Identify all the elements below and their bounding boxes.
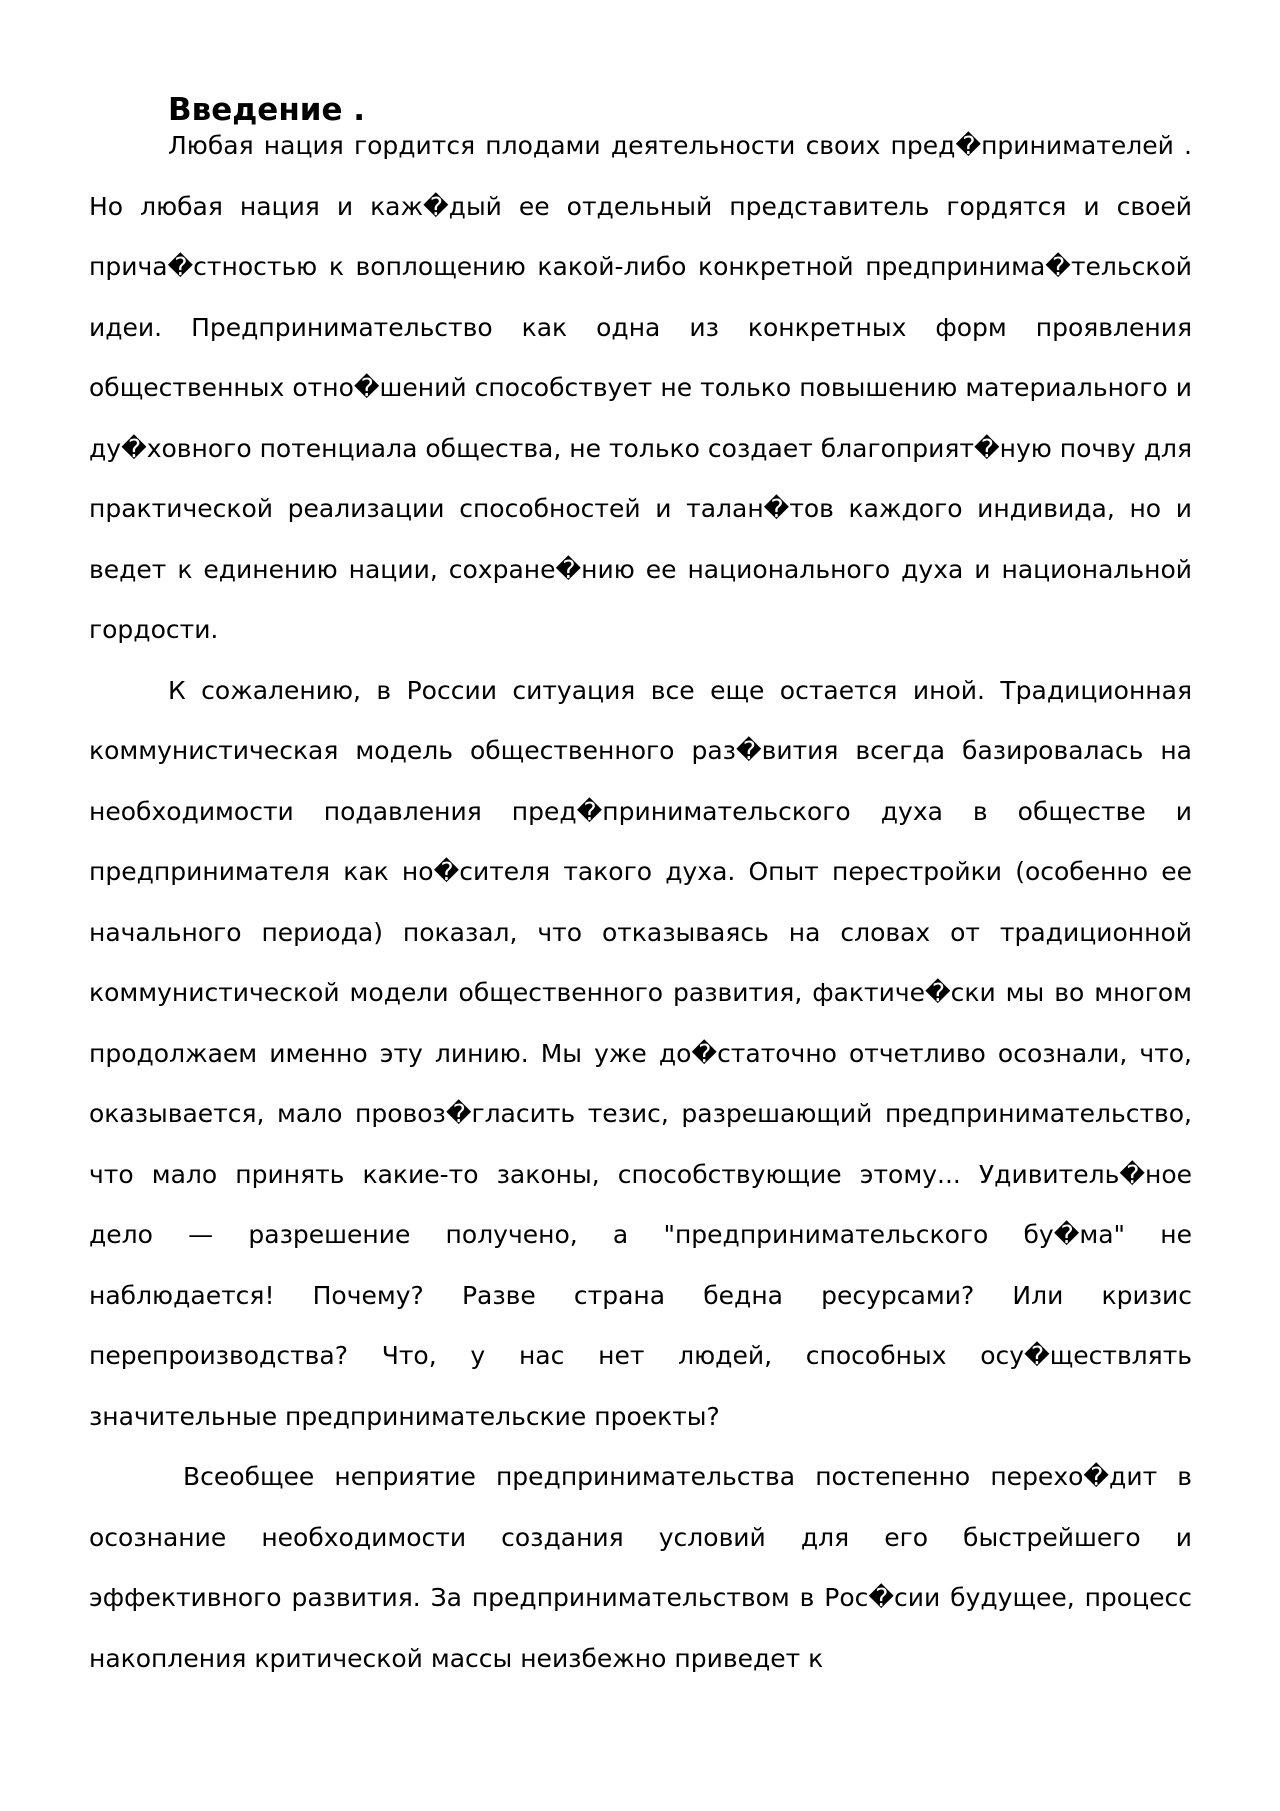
document-title: Введение . xyxy=(168,92,366,128)
paragraph-2: К сожалению, в России ситуация все еще остается иной. Традиционная коммунистическая модель общественного раз�вития всегда базировалась на необходимости подавления пред�принимательского духа в обществе и предпринимателя как но�сителя такого духа. Опыт перестройки (особенно ее начального периода) показал, что отказываясь на словах от традиционной коммунистической модели общественного развития, фактиче�ски мы во многом продолжаем именно эту линию. Мы уже до�статочно отчетливо осознали, что, оказывается, мало провоз�гласить тезис, разрешающий предпринимательство, что мало принять какие-то законы, способствующие этому... Удивитель�ное дело — разрешение получено, а "предпринимательского бу�ма" не наблюдается! Почему? Разве страна бедна ресурсами? Или кризис перепроизводства? Что, у нас нет людей, способных осу�ществлять значительные предпринимательские проекты? xyxy=(89,675,1192,1431)
paragraph-1: Любая нация гордится плодами деятельности своих пред�принимателей . Но любая нация и каж�дый ее отдельный представитель гордятся и своей прича�стностью к воплощению какой-либо конкретной предпринима�тельской идеи. Предпринимательство как одна из конкретных форм проявления общественных отно�шений способствует не только повышению материального и ду�ховного потенциала общества, не только создает благоприят�ную почву для практической реализации способностей и талан�тов каждого индивида, но и ведет к единению нации, сохране�нию ее национального духа и национальной гордости. xyxy=(89,131,1192,644)
document-page xyxy=(89,88,1192,1689)
paragraph-3: Всеобщее неприятие предпринимательства постепенно перехо�дит в осознание необходимости создания условий для его быстрейшего и эффективного развития. За предпринимательством в Рос�сии будущее, процесс накопления критической массы неизбежно приведет к xyxy=(89,1462,1192,1673)
